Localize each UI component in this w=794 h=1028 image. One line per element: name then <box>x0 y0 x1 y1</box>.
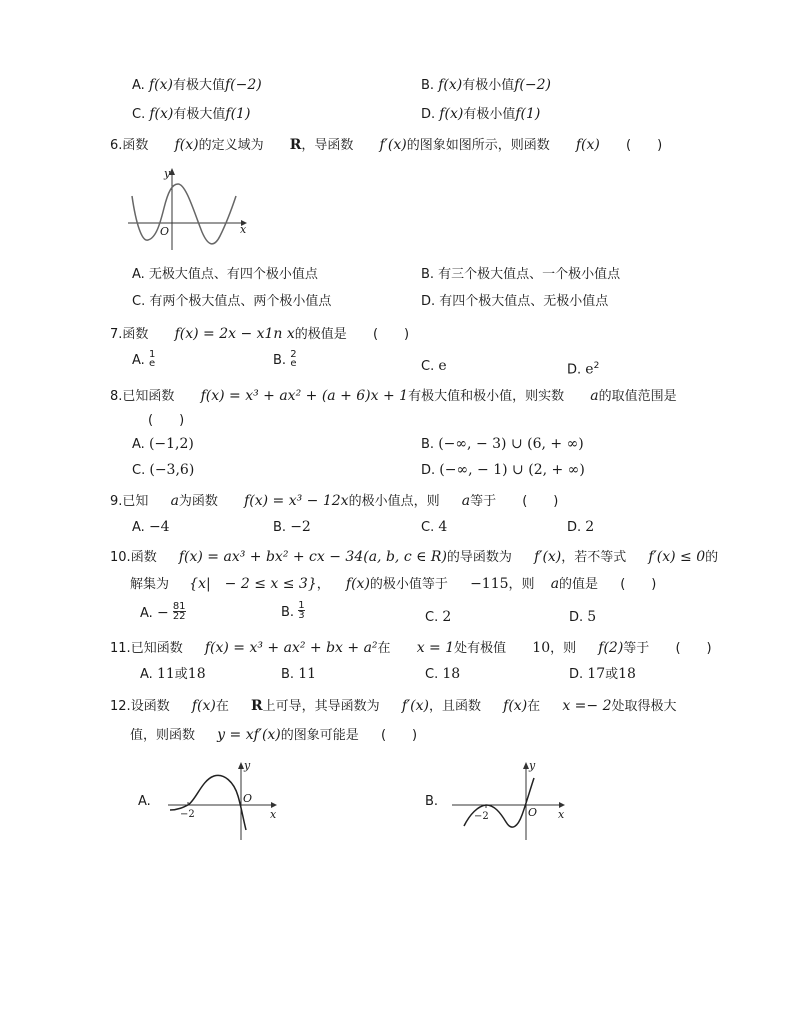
q6-graph-origin-label: O <box>160 225 170 238</box>
q6-graph-y-label: y <box>164 167 171 180</box>
q9-option-b: B. −2 <box>273 519 311 535</box>
q11-option-c: C. 18 <box>425 666 461 682</box>
q11-option-d: D. 17或18 <box>569 666 636 682</box>
q11-stem: 11.已知函数 f(x) = x³ + ax² + bx + a²在 x = 1处有极值 10，则 f(2)等于 ( ) <box>110 640 712 656</box>
q10-option-c: C. 2 <box>425 609 452 625</box>
q7-stem: 7.函数 f(x) = 2x − x1n x的极值是 ( ) <box>110 326 410 342</box>
q12-stem-line1: 12.设函数 f(x)在 R上可导，其导函数为 f′(x)，且函数 f(x)在 x =− 2处取得极大 <box>110 698 677 714</box>
q10-stem-line1: 10.函数 f(x) = ax³ + bx² + cx − 34(a, b, c ∈ R)的导函数为 f′(x)，若不等式 f′(x) ≤ 0的 <box>110 549 719 565</box>
q10-option-d: D. 5 <box>569 609 597 625</box>
q11-option-b: B. 11 <box>281 666 317 682</box>
q8-paren: ( ) <box>148 413 185 428</box>
q12-a-y-label: y <box>244 759 251 772</box>
q8-stem: 8.已知函数 f(x) = x³ + ax² + (a + 6)x + 1有极大值和极小值，则实数 a的取值范围是 <box>110 388 677 404</box>
q12-stem-line2: 值，则函数 y = xf′(x)的图象可能是 ( ) <box>130 727 418 743</box>
q8-option-b: B. (−∞, − 3) ∪ (6, + ∞) <box>421 436 584 452</box>
q6-option-a: A. 无极大值点、有四个极小值点 <box>132 267 318 282</box>
q7-option-a: A. 1 e <box>132 348 156 369</box>
q10-stem-line2: 解集为 {x| − 2 ≤ x ≤ 3}， f(x)的极小值等于 −115，则 a的值是 ( ) <box>130 576 657 592</box>
q8-option-c: C. (−3,6) <box>132 462 195 478</box>
q12-b-origin-label: O <box>528 806 538 819</box>
q12-a-x-label: x <box>270 808 277 821</box>
q10-option-b: B. $\frac{1}{3}$ <box>281 600 305 621</box>
q7-option-c: C. e <box>421 358 447 374</box>
q12-a-origin-label: O <box>243 792 253 805</box>
q12-option-a-graph <box>164 760 284 844</box>
q6-option-c: C. 有两个极大值点、两个极小值点 <box>132 294 332 309</box>
q6-option-b: B. 有三个极大值点、一个极小值点 <box>421 267 621 282</box>
q8-option-a: A. (−1,2) <box>132 436 194 452</box>
q7-option-d: D. $e^2$ <box>567 361 600 378</box>
q9-option-d: D. 2 <box>567 519 595 535</box>
q12-option-a-label: A. <box>138 794 151 809</box>
q6-option-d: D. 有四个极大值点、无极小值点 <box>421 294 609 309</box>
q12-option-b-graph <box>448 760 572 844</box>
q9-option-c: C. 4 <box>421 519 448 535</box>
q8-option-d: D. (−∞, − 1) ∪ (2, + ∞) <box>421 462 585 478</box>
q6-stem: 6.函数 f(x)的定义域为 R，导函数 f′(x)的图象如图所示，则函数 f(x) ( ) <box>110 137 663 153</box>
q12-b-y-label: y <box>529 759 536 772</box>
q5-option-d: D. f(x)有极小值f(1) <box>421 106 541 122</box>
q5-option-b: B. f(x)有极小值f(−2) <box>421 77 551 93</box>
q9-stem: 9.已知 a为函数 f(x) = x³ − 12x的极小值点，则 a等于 ( ) <box>110 493 559 509</box>
q5-option-a: A. f(x)有极大值f(−2) <box>132 77 262 93</box>
q12-a-tick-label: −2 <box>180 809 195 820</box>
q5-option-c: C. f(x)有极大值f(1) <box>132 106 251 122</box>
q12-b-x-label: x <box>558 808 565 821</box>
q9-option-a: A. −4 <box>132 519 170 535</box>
q12-option-b-label: B. <box>425 794 439 809</box>
q7-option-b: B. 2 e <box>273 348 297 369</box>
q6-graph-x-label: x <box>240 223 247 236</box>
q6-derivative-graph <box>126 166 250 252</box>
q11-option-a: A. 11或18 <box>140 666 206 682</box>
q10-option-a: A. − $\frac{81}{22}$ <box>140 601 186 622</box>
q12-b-tick-label: −2 <box>474 811 489 822</box>
